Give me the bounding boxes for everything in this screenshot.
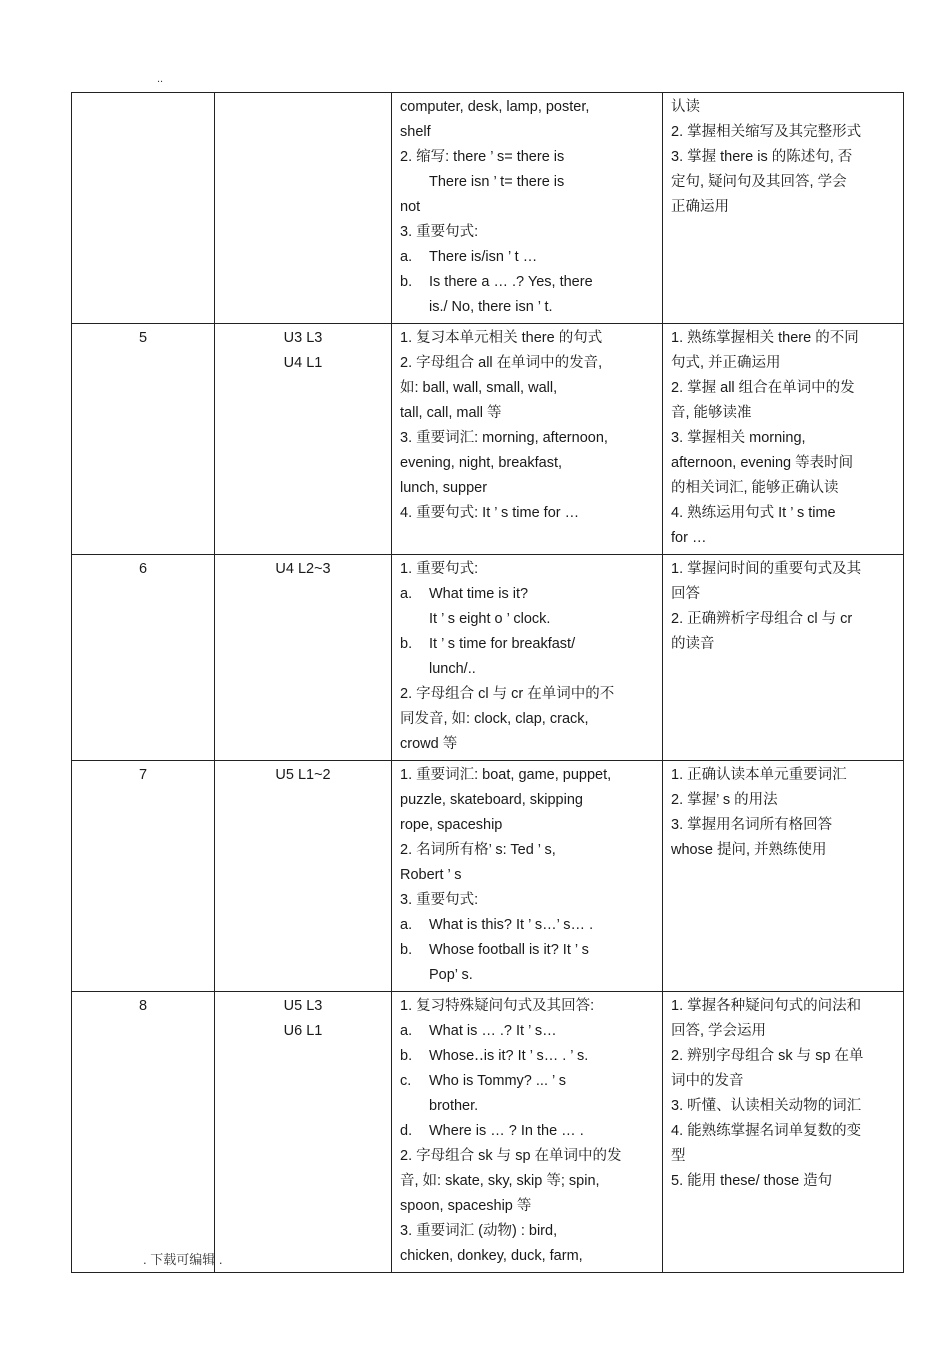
goal-line: 认读 — [671, 99, 700, 115]
content-line — [400, 1119, 654, 1144]
content-line: It ’ s eight o ’ clock. — [429, 611, 551, 627]
content-line: evening, night, breakfast, — [400, 455, 563, 471]
goal-line: 回答 — [671, 586, 700, 602]
goal-line: 5. 能用 these/ those 造句 — [671, 1173, 833, 1189]
item-text: It ’ s time for breakfast/ — [429, 636, 576, 652]
item-marker: a. — [400, 249, 413, 265]
goal-line: for … — [671, 530, 707, 546]
unit-cell — [215, 555, 392, 761]
table-row — [72, 992, 904, 1273]
item-text: There is/isn ’ t … — [429, 249, 538, 265]
goal-cell — [663, 324, 904, 555]
content-line: 2. 名词所有格’ s: Ted ’ s, — [400, 842, 556, 858]
item-text: Who is Tommy? ... ’ s — [429, 1073, 566, 1089]
content-line: 1. 复习本单元相关 there 的句式 — [400, 330, 603, 346]
goal-line: 的相关词汇, 能够正确认读 — [671, 480, 839, 496]
content-line: 2. 缩写: there ’ s= there is — [400, 149, 565, 165]
item-marker: a. — [400, 917, 413, 933]
goal-line: 2. 辨别字母组合 sk 与 sp 在单 — [671, 1048, 864, 1064]
goal-line: 2. 掌握’ s 的用法 — [671, 792, 778, 808]
content-line: Robert ’ s — [400, 867, 462, 883]
content-line: 4. 重要句式: It ’ s time for … — [400, 505, 580, 521]
content-line: 音, 如: skate, sky, skip 等; spin, — [400, 1173, 600, 1189]
content-line: 3. 重要词汇 (动物) : bird, — [400, 1223, 558, 1239]
content-line: 3. 重要词汇: morning, afternoon, — [400, 430, 608, 446]
item-marker: c. — [400, 1073, 412, 1089]
content-line: chicken, donkey, duck, farm, — [400, 1248, 583, 1264]
content-line — [400, 913, 654, 938]
table-body — [72, 93, 904, 1273]
content-line — [400, 632, 654, 657]
content-line: shelf — [400, 124, 431, 140]
content-line: 2. 字母组合 sk 与 sp 在单词中的发 — [400, 1148, 622, 1164]
week-cell: 5 — [72, 324, 215, 555]
content-line: There isn ’ t= there is — [429, 174, 565, 190]
item-marker: a. — [400, 1023, 413, 1039]
goal-line: 句式, 并正确运用 — [671, 355, 781, 371]
item-marker: b. — [400, 942, 413, 958]
content-cell — [392, 761, 663, 992]
content-line: 1. 复习特殊疑问句式及其回答: — [400, 998, 595, 1014]
content-line: crowd 等 — [400, 736, 458, 752]
goal-line: 1. 掌握问时间的重要句式及其 — [671, 561, 862, 577]
content-line: 2. 字母组合 cl 与 cr 在单词中的不 — [400, 686, 615, 702]
content-line: not — [400, 199, 421, 215]
unit-label: U4 L2~3 — [275, 561, 331, 577]
content-line — [400, 270, 654, 295]
week-cell: 8 — [72, 992, 215, 1273]
item-marker: a. — [400, 586, 413, 602]
item-text: What is … .? It ’ s… — [429, 1023, 557, 1039]
unit-label: U3 L3 — [283, 330, 323, 346]
content-line — [400, 938, 654, 963]
content-line: is./ No, there isn ’ t. — [429, 299, 553, 315]
goal-line: 4. 熟练运用句式 It ’ s time — [671, 505, 836, 521]
content-line: 如: ball, wall, small, wall, — [400, 380, 558, 396]
content-line — [400, 245, 654, 270]
goal-line: 2. 掌握相关缩写及其完整形式 — [671, 124, 862, 140]
item-marker: b. — [400, 274, 413, 290]
content-line: rope, spaceship — [400, 817, 503, 833]
unit-label: U5 L1~2 — [275, 767, 331, 783]
content-line — [400, 582, 654, 607]
goal-cell — [663, 992, 904, 1273]
content-cell — [392, 555, 663, 761]
goal-line: 4. 能熟练掌握名词单复数的变 — [671, 1123, 862, 1139]
item-marker: b. — [400, 1048, 413, 1064]
goal-line: 3. 掌握相关 morning, — [671, 430, 806, 446]
goal-line: 音, 能够读准 — [671, 405, 752, 421]
unit-cell — [215, 992, 392, 1273]
table-row — [72, 761, 904, 992]
content-line: tall, call, mall 等 — [400, 405, 502, 421]
content-line: 3. 重要句式: — [400, 224, 479, 240]
lesson-plan-table — [71, 92, 904, 1273]
goal-line: 正确运用 — [671, 199, 729, 215]
content-line: puzzle, skateboard, skipping — [400, 792, 583, 808]
goal-line: 词中的发音 — [671, 1073, 744, 1089]
item-text: Whose‥is it? It ’ s… . ’ s. — [429, 1048, 589, 1064]
content-line — [400, 1069, 654, 1094]
item-marker: d. — [400, 1123, 413, 1139]
content-line: 1. 重要词汇: boat, game, puppet, — [400, 767, 612, 783]
goal-line: 2. 掌握 all 组合在单词中的发 — [671, 380, 855, 396]
content-line: 同发音, 如: clock, clap, crack, — [400, 711, 589, 727]
goal-line: 1. 掌握各种疑问句式的问法和 — [671, 998, 862, 1014]
content-line: lunch, supper — [400, 480, 488, 496]
goal-line: 3. 掌握 there is 的陈述句, 否 — [671, 149, 853, 165]
unit-label: U5 L3 — [283, 998, 323, 1014]
content-line: brother. — [429, 1098, 479, 1114]
content-line: spoon, spaceship 等 — [400, 1198, 532, 1214]
unit-label: U4 L1 — [283, 355, 323, 371]
goal-line: 1. 熟练掌握相关 there 的不同 — [671, 330, 859, 346]
table-row — [72, 93, 904, 324]
table-row — [72, 324, 904, 555]
goal-line: 3. 掌握用名词所有格回答 — [671, 817, 833, 833]
item-text: What is this? It ’ s…’ s… . — [429, 917, 594, 933]
goal-cell — [663, 761, 904, 992]
week-cell: 6 — [72, 555, 215, 761]
content-line: 2. 字母组合 all 在单词中的发音, — [400, 355, 603, 371]
page-footer: . 下载可编辑 . — [143, 1252, 223, 1267]
unit-cell — [215, 93, 392, 324]
goal-cell — [663, 93, 904, 324]
content-line: 3. 重要句式: — [400, 892, 479, 908]
item-text: What time is it? — [429, 586, 529, 602]
table-row — [72, 555, 904, 761]
week-cell: 7 — [72, 761, 215, 992]
goal-line: afternoon, evening 等表时间 — [671, 455, 854, 471]
goal-line: 型 — [671, 1148, 686, 1164]
unit-label: U6 L1 — [283, 1023, 323, 1039]
item-text: Is there a … .? Yes, there — [429, 274, 593, 290]
goal-line: 的读音 — [671, 636, 715, 652]
item-text: Where is … ? In the … . — [429, 1123, 584, 1139]
goal-line: whose 提问, 并熟练使用 — [671, 842, 827, 858]
item-marker: b. — [400, 636, 413, 652]
goal-line: 2. 正确辨析字母组合 cl 与 cr — [671, 611, 853, 627]
content-line — [400, 1044, 654, 1069]
content-line — [400, 1019, 654, 1044]
content-line: computer, desk, lamp, poster, — [400, 99, 590, 115]
content-cell — [392, 93, 663, 324]
page-top-mark: .. — [157, 73, 164, 85]
goal-line: 3. 听懂、认读相关动物的词汇 — [671, 1098, 862, 1114]
content-line: Pop’ s. — [429, 967, 473, 983]
week-cell — [72, 93, 215, 324]
goal-line: 定句, 疑问句及其回答, 学会 — [671, 174, 847, 190]
goal-cell — [663, 555, 904, 761]
content-cell — [392, 324, 663, 555]
content-cell — [392, 992, 663, 1273]
content-line: lunch/.. — [429, 661, 476, 677]
item-text: Whose football is it? It ’ s — [429, 942, 589, 958]
goal-line: 回答, 学会运用 — [671, 1023, 767, 1039]
unit-cell — [215, 761, 392, 992]
goal-line: 1. 正确认读本单元重要词汇 — [671, 767, 847, 783]
unit-cell — [215, 324, 392, 555]
content-line: 1. 重要句式: — [400, 561, 479, 577]
